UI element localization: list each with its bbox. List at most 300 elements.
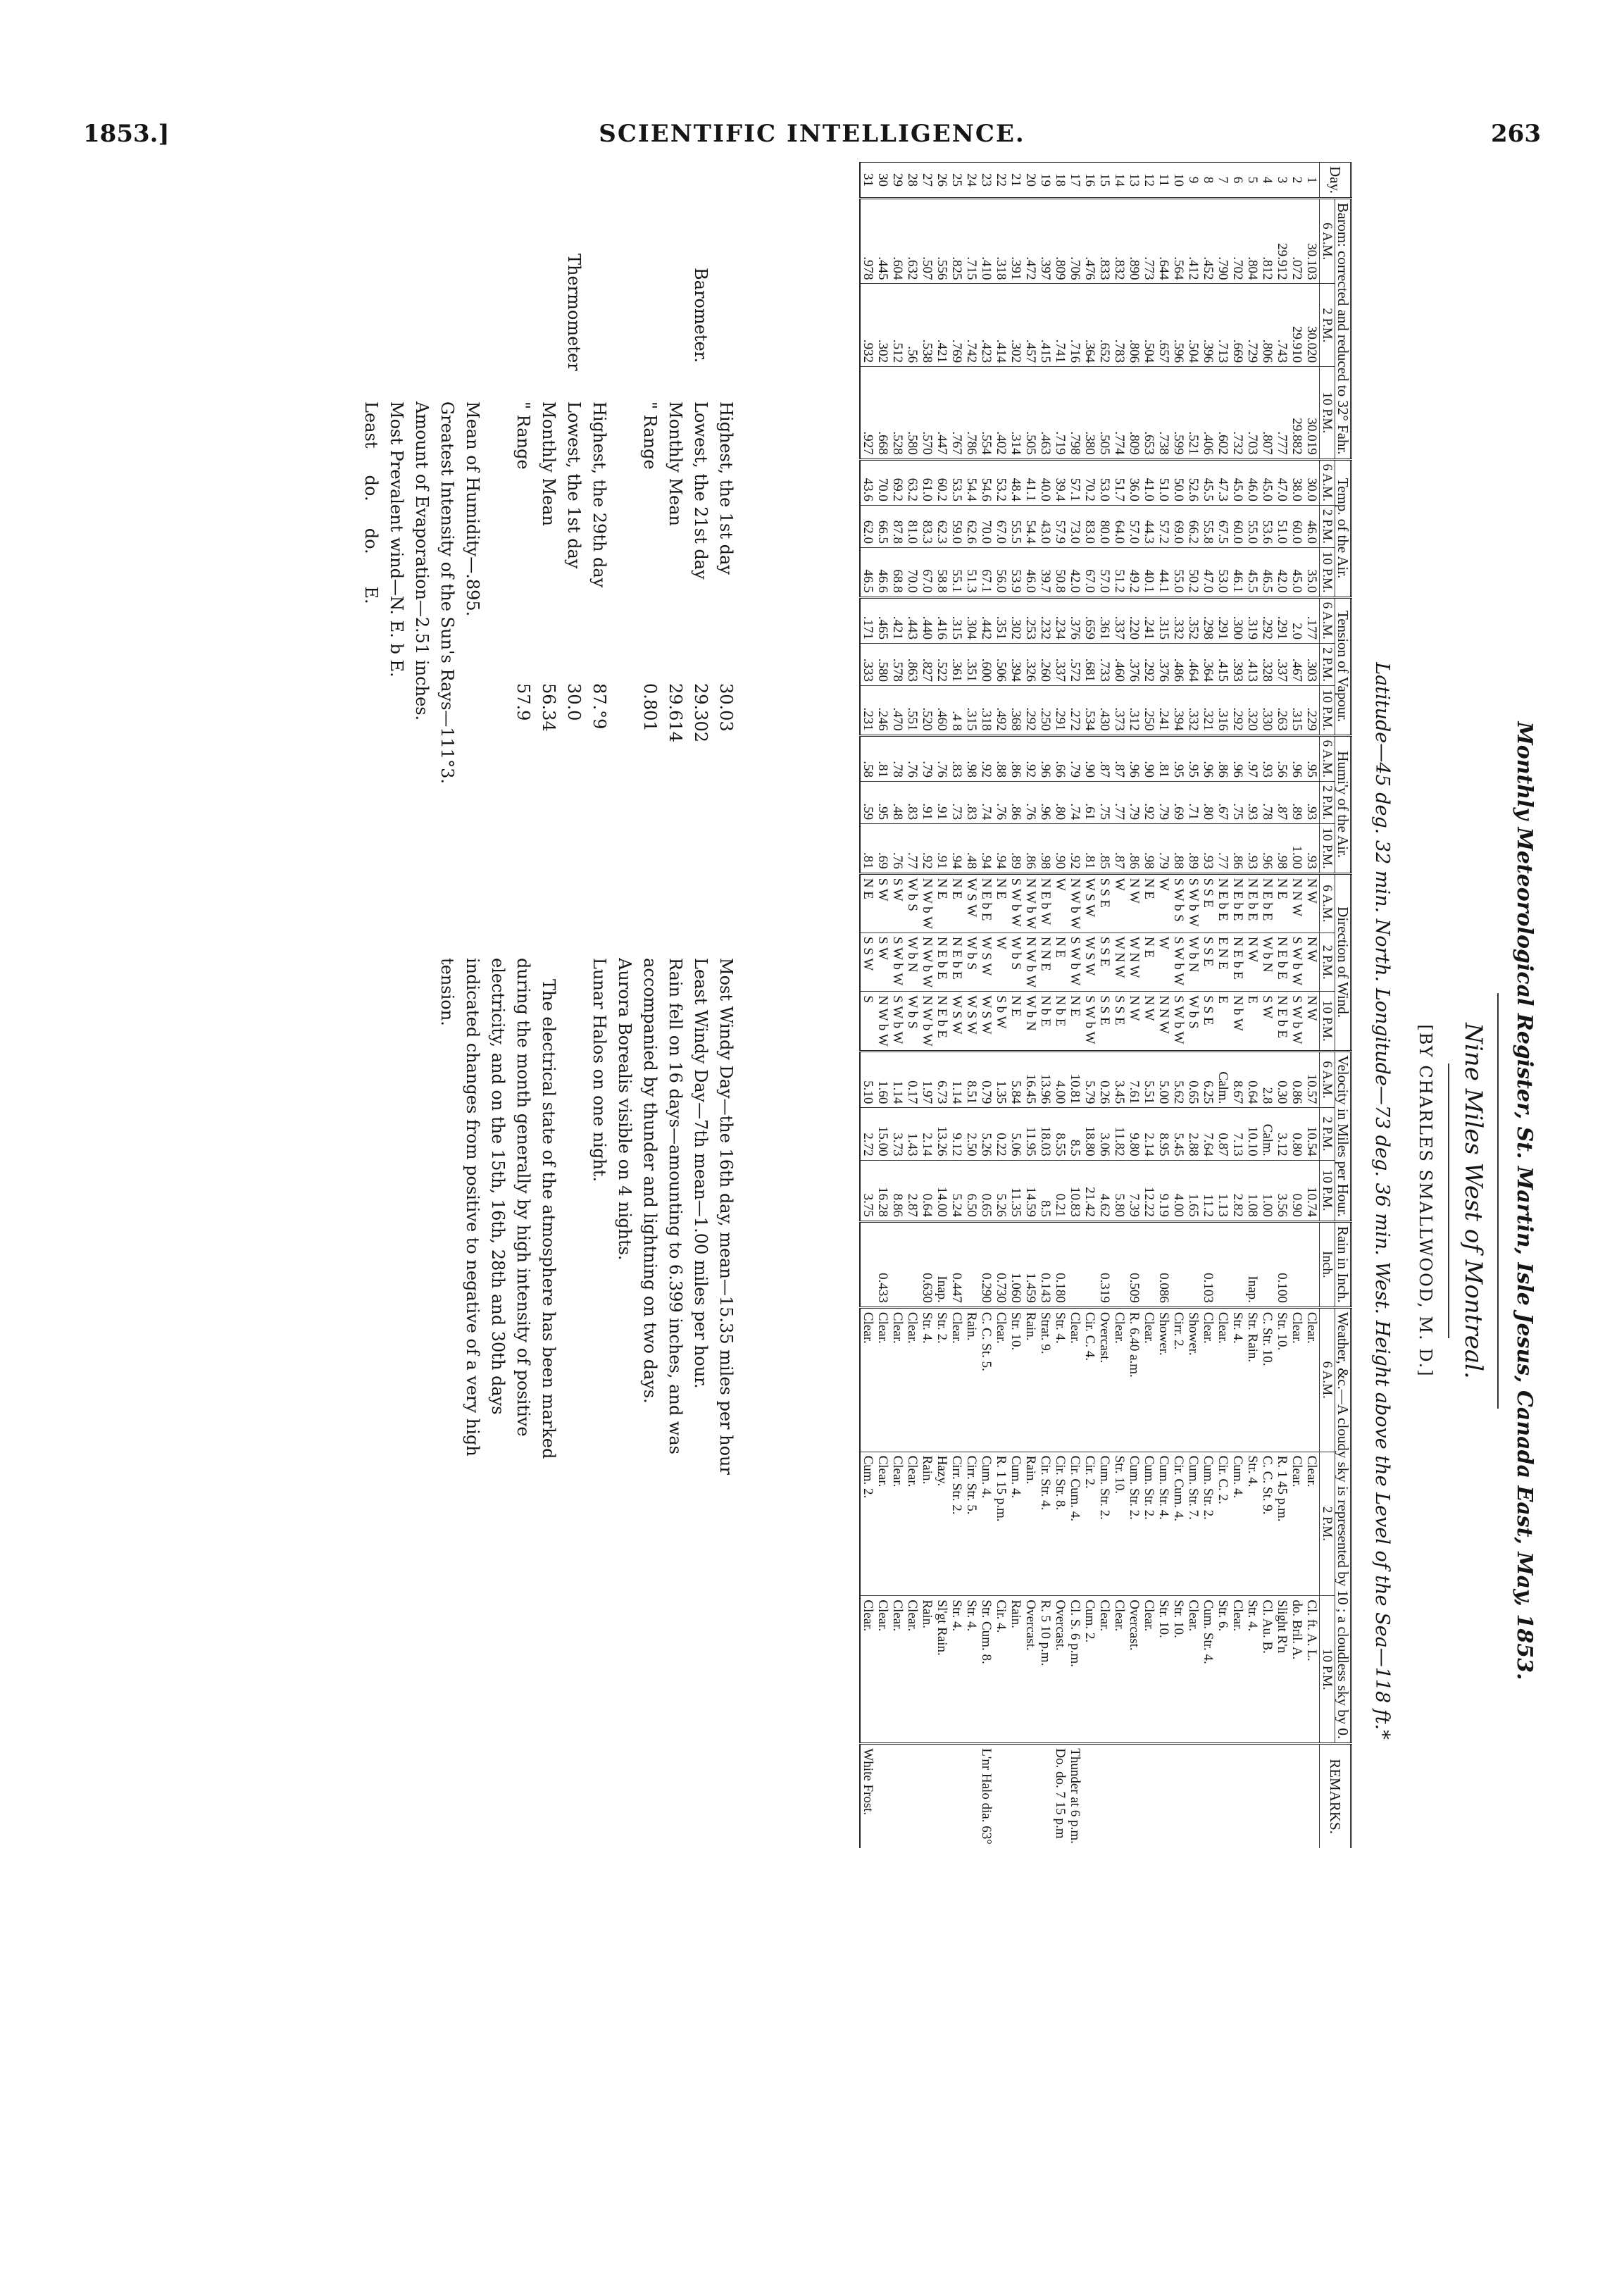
table-cell: 5.45 — [1171, 1108, 1186, 1160]
table-cell: 0.290 — [979, 1221, 994, 1307]
table-cell: Do. do. 7 15 p.m — [1053, 1744, 1068, 1848]
table-cell: N W — [1304, 873, 1320, 933]
table-cell: 0.65 — [979, 1160, 994, 1221]
table-cell: .414 — [994, 284, 1008, 367]
sub-night: 10 P.M. — [1320, 1160, 1335, 1221]
least-wind: Least do. do. E. — [361, 401, 381, 604]
table-cell: .833 — [1097, 198, 1112, 284]
table-cell: .292 — [1023, 686, 1038, 736]
table-cell: 43.0 — [1038, 505, 1053, 547]
table-cell: Cir. Cum. 4. — [1068, 1452, 1082, 1596]
table-row — [1186, 163, 1201, 1848]
table-cell: Shower. — [1186, 1307, 1201, 1452]
table-cell: 5.06 — [1008, 1108, 1023, 1160]
table-cell: 0.21 — [1053, 1160, 1068, 1221]
table-cell: 46.1 — [1230, 548, 1245, 598]
table-cell: .91 — [920, 781, 935, 823]
table-cell: .177 — [1304, 597, 1320, 643]
table-cell: .373 — [1112, 686, 1127, 736]
table-cell: .89 — [1008, 824, 1023, 874]
table-cell: .332 — [1171, 597, 1186, 643]
table-cell: .92 — [1142, 781, 1156, 823]
table-cell: 0.447 — [949, 1221, 964, 1307]
table-cell: W b N — [1260, 933, 1275, 992]
table-cell: .361 — [1097, 597, 1112, 643]
table-cell: Str. Cum. 8. — [979, 1596, 994, 1744]
table-cell: .77 — [1216, 824, 1230, 874]
table-cell: Cl. Au. B. — [1260, 1596, 1275, 1744]
table-cell: .220 — [1127, 597, 1142, 643]
table-cell: Cirr. Str. 2. — [949, 1452, 964, 1596]
table-cell: 5.26 — [994, 1160, 1008, 1221]
table-row — [964, 163, 979, 1848]
table-cell: 2.72 — [860, 1108, 875, 1160]
table-cell: 70.0 — [979, 505, 994, 547]
summary-line — [688, 401, 713, 784]
table-cell: .445 — [875, 198, 890, 284]
table-cell: 83.0 — [1082, 505, 1097, 547]
table-cell: .81 — [875, 735, 890, 781]
table-cell: .927 — [860, 367, 875, 459]
table-cell: 69.0 — [1171, 505, 1186, 547]
sub-am: 6 A.M. — [1320, 873, 1335, 933]
barometer-label: Barometer. — [691, 268, 711, 363]
table-cell: 13.96 — [1038, 1051, 1053, 1108]
table-cell: Clear. — [1068, 1307, 1082, 1452]
table-cell: 53.0 — [1097, 459, 1112, 505]
running-title: SCIENTIFIC INTELLIGENCE. — [599, 120, 1025, 148]
summary-label: " Range — [513, 401, 533, 470]
table-cell: .315 — [1156, 597, 1171, 643]
table-cell: .79 — [1156, 824, 1171, 874]
table-cell: 1.00 — [1260, 1160, 1275, 1221]
table-cell: Thunder at 6 p.m. — [1068, 1744, 1082, 1848]
table-cell: 30.019 — [1304, 367, 1320, 459]
table-cell: 45.0 — [1289, 548, 1304, 598]
table-cell: 6.50 — [964, 1160, 979, 1221]
table-cell: 0.730 — [994, 1221, 1008, 1307]
table-cell: 15 — [1097, 163, 1112, 199]
table-cell: N E b E — [1230, 933, 1245, 992]
table-cell: .890 — [1127, 198, 1142, 284]
table-cell: .457 — [1023, 284, 1038, 367]
col-remarks: REMARKS. — [1320, 1744, 1351, 1848]
table-cell: .521 — [1186, 367, 1201, 459]
table-cell: W b S — [1008, 933, 1023, 992]
table-cell: Str. 10. — [1008, 1307, 1023, 1452]
table-cell — [1186, 1744, 1201, 1848]
table-cell: .520 — [920, 686, 935, 736]
table-cell: 3 — [1275, 163, 1289, 199]
table-cell: 29.910 — [1289, 284, 1304, 367]
table-cell: .314 — [1008, 367, 1023, 459]
table-cell: 46.5 — [860, 548, 875, 598]
table-cell: N E b E — [1260, 873, 1275, 933]
table-cell: .241 — [1142, 597, 1156, 643]
table-cell — [994, 1744, 1008, 1848]
table-cell: N W — [1127, 873, 1142, 933]
table-sub-header — [1320, 163, 1335, 1848]
table-cell: .332 — [1186, 686, 1201, 736]
table-cell: .570 — [920, 367, 935, 459]
table-cell — [1289, 1744, 1304, 1848]
table-cell: Clear. — [1216, 1307, 1230, 1452]
table-cell: .396 — [1201, 284, 1216, 367]
summary-line — [511, 401, 536, 784]
table-cell: .825 — [949, 198, 964, 284]
table-cell: .072 — [1289, 198, 1304, 284]
table-cell: 5.24 — [949, 1160, 964, 1221]
table-cell: 25 — [949, 163, 964, 199]
table-row — [979, 163, 994, 1848]
table-cell: .421 — [935, 284, 949, 367]
table-cell: Cum. 4. — [1230, 1452, 1245, 1596]
table-cell: W — [1156, 933, 1171, 992]
table-cell: Clear. — [875, 1452, 890, 1596]
table-cell: 9.80 — [1127, 1108, 1142, 1160]
table-cell: .234 — [1053, 597, 1068, 643]
table-cell: N N W — [1156, 992, 1171, 1051]
table-cell: N E b E — [1245, 873, 1260, 933]
table-row — [1304, 163, 1320, 1848]
table-cell: 40.1 — [1142, 548, 1156, 598]
table-cell: Str. 10. — [1112, 1452, 1127, 1596]
table-cell: S S E — [1201, 873, 1216, 933]
table-cell: .58 — [860, 735, 875, 781]
table-cell: 57.0 — [1127, 505, 1142, 547]
table-cell: .291 — [1275, 597, 1289, 643]
table-cell: S — [860, 992, 875, 1051]
table-cell: N E — [1275, 873, 1289, 933]
table-cell: W — [1156, 873, 1171, 933]
table-cell: 57.0 — [1097, 548, 1112, 598]
table-cell: .83 — [949, 735, 964, 781]
table-row — [949, 163, 964, 1848]
table-cell: .538 — [920, 284, 935, 367]
table-cell: 43.6 — [860, 459, 875, 505]
table-cell: 3.45 — [1112, 1051, 1127, 1108]
table-cell: 51.3 — [964, 548, 979, 598]
table-cell: Cum. Str. 2. — [1127, 1452, 1142, 1596]
table-cell: .368 — [1008, 686, 1023, 736]
table-cell: .98 — [1038, 824, 1053, 874]
table-cell: 13.26 — [935, 1108, 949, 1160]
table-cell: R. 1 45 p.m. — [1275, 1452, 1289, 1596]
table-cell: 66.2 — [1186, 505, 1201, 547]
table-cell: 46.0 — [1023, 548, 1038, 598]
table-cell: 0.90 — [1289, 1160, 1304, 1221]
table-cell: .337 — [1275, 643, 1289, 685]
table-cell: .337 — [1053, 643, 1068, 685]
table-cell: .246 — [875, 686, 890, 736]
table-cell: .315 — [964, 686, 979, 736]
barometer-summary — [637, 268, 739, 784]
table-cell: .48 — [890, 781, 905, 823]
table-cell: Overcast. — [1127, 1596, 1142, 1744]
table-cell: .98 — [964, 735, 979, 781]
summary-line — [713, 401, 739, 784]
table-cell: Clear. — [1230, 1596, 1245, 1744]
table-cell: W S W — [964, 873, 979, 933]
table-cell: W S W — [979, 992, 994, 1051]
table-cell: .790 — [1216, 198, 1230, 284]
table-cell: .777 — [1275, 367, 1289, 459]
table-cell: .632 — [905, 198, 920, 284]
table-cell: 1.00 — [1289, 824, 1304, 874]
table-cell: .580 — [875, 643, 890, 685]
table-cell: 60.0 — [1230, 505, 1245, 547]
table-cell: Rain. — [1023, 1307, 1038, 1452]
table-cell: W — [1053, 873, 1068, 933]
table-cell: .96 — [1038, 781, 1053, 823]
table-cell: .92 — [920, 824, 935, 874]
table-cell: .769 — [949, 284, 964, 367]
summary-label: Lowest, the 1st day — [564, 401, 584, 569]
table-cell: Clear. — [949, 1307, 964, 1452]
table-cell: .415 — [1216, 643, 1230, 685]
table-cell: N W b W — [1068, 873, 1082, 933]
table-cell: 2.14 — [1142, 1108, 1156, 1160]
table-cell: 62.0 — [860, 505, 875, 547]
table-cell: 16.28 — [875, 1160, 890, 1221]
table-cell: .319 — [1245, 597, 1260, 643]
table-cell — [1082, 1744, 1097, 1848]
table-cell — [1230, 1744, 1245, 1848]
table-cell: .505 — [1097, 367, 1112, 459]
table-cell: 0.319 — [1097, 1221, 1112, 1307]
sub-night: 10 P.M. — [1320, 1596, 1335, 1744]
table-cell: .773 — [1142, 198, 1156, 284]
table-cell: N E b E — [1216, 873, 1230, 933]
table-cell: .95 — [1186, 735, 1201, 781]
table-cell: N E — [1142, 933, 1156, 992]
table-cell — [1082, 1221, 1097, 1307]
table-cell — [1216, 1744, 1230, 1848]
table-row — [1216, 163, 1230, 1848]
table-cell: 2.14 — [920, 1108, 935, 1160]
table-cell: .92 — [1068, 824, 1082, 874]
table-cell: 0.64 — [920, 1160, 935, 1221]
table-cell: .599 — [1171, 367, 1186, 459]
table-cell: 0.80 — [1289, 1108, 1304, 1160]
summary-value: 56.34 — [539, 683, 558, 732]
table-cell: .88 — [1171, 824, 1186, 874]
table-cell: 58.8 — [935, 548, 949, 598]
table-cell: 14 — [1112, 163, 1127, 199]
table-cell: .512 — [890, 284, 905, 367]
table-cell: 16 — [1082, 163, 1097, 199]
table-cell: .729 — [1245, 284, 1260, 367]
table-cell: 10 — [1171, 163, 1186, 199]
table-cell: 2.88 — [1186, 1108, 1201, 1160]
table-cell — [890, 1221, 905, 1307]
summary-column-right — [435, 958, 764, 1475]
table-cell: .410 — [979, 198, 994, 284]
summary-line — [637, 401, 663, 784]
table-cell: .452 — [1201, 198, 1216, 284]
table-cell: 46.0 — [1245, 459, 1260, 505]
table-cell: 29.882 — [1289, 367, 1304, 459]
table-group-header — [1335, 163, 1351, 1848]
table-cell: .88 — [994, 735, 1008, 781]
table-cell: S S E — [1201, 992, 1216, 1051]
sub-am: 6 A.M. — [1320, 735, 1335, 781]
table-cell: .556 — [935, 198, 949, 284]
table-cell: 55.5 — [1008, 505, 1023, 547]
table-cell: .59 — [860, 781, 875, 823]
table-cell: .413 — [1245, 643, 1260, 685]
table-cell: .241 — [1156, 686, 1171, 736]
table-cell: 0.180 — [1053, 1221, 1068, 1307]
table-cell: .421 — [890, 597, 905, 643]
table-cell: .767 — [949, 367, 964, 459]
table-cell: .423 — [979, 284, 994, 367]
table-cell: .171 — [860, 597, 875, 643]
table-cell: 70.2 — [1082, 459, 1097, 505]
table-cell: 30 — [875, 163, 890, 199]
table-cell: W S W — [1082, 933, 1097, 992]
col-weather: Weather, &c.—A cloudy sky is represented by 10 ; a cloudless sky by 0. — [1335, 1307, 1351, 1743]
table-cell: 2.8 — [1260, 1051, 1275, 1108]
table-cell: .56 — [905, 284, 920, 367]
col-temp: Temp. of the Air. — [1335, 459, 1351, 597]
table-cell: .402 — [994, 367, 1008, 459]
table-cell: .652 — [1097, 284, 1112, 367]
table-cell — [1245, 1744, 1260, 1848]
table-cell: Rain. — [1023, 1452, 1038, 1596]
table-cell: .96 — [1201, 735, 1216, 781]
table-cell: 11.95 — [1023, 1108, 1038, 1160]
table-cell: 0.87 — [1216, 1108, 1230, 1160]
table-cell: .92 — [979, 735, 994, 781]
table-cell: 45.0 — [1230, 459, 1245, 505]
table-cell: 44.3 — [1142, 505, 1156, 547]
table-cell: .97 — [1245, 735, 1260, 781]
table-cell: .741 — [1053, 284, 1068, 367]
table-cell: 50.0 — [1171, 459, 1186, 505]
halos-note: Lunar Halos on one night. — [589, 958, 609, 1183]
table-cell: Clear. — [890, 1596, 905, 1744]
table-cell: N E — [935, 873, 949, 933]
sub-pm: 2 P.M. — [1320, 643, 1335, 685]
table-cell: Cir. Str. 4. — [1038, 1452, 1053, 1596]
table-cell: 2.87 — [905, 1160, 920, 1221]
table-cell: 0.433 — [875, 1221, 890, 1307]
table-body — [860, 163, 1320, 1848]
table-cell: Clear. — [1201, 1307, 1216, 1452]
table-cell: 30.0 — [1304, 459, 1320, 505]
table-row — [1245, 163, 1260, 1848]
table-cell: .96 — [1260, 824, 1275, 874]
table-row — [1008, 163, 1023, 1848]
table-cell: W S W — [949, 992, 964, 1051]
table-cell — [1201, 1744, 1216, 1848]
table-cell: .291 — [1216, 597, 1230, 643]
table-cell — [1142, 1221, 1156, 1307]
table-cell: .67 — [1216, 781, 1230, 823]
table-cell: .81 — [1082, 824, 1097, 874]
table-cell: 5.62 — [1171, 1051, 1186, 1108]
monthly-summary — [158, 162, 764, 2240]
table-cell — [1289, 1221, 1304, 1307]
table-cell — [860, 1221, 875, 1307]
table-cell: 1.14 — [890, 1051, 905, 1108]
table-cell: 0.630 — [920, 1221, 935, 1307]
table-cell: 59.0 — [949, 505, 964, 547]
humidity-mean: Mean of Humidity—.895. — [463, 401, 482, 617]
table-cell: W N W — [1127, 933, 1142, 992]
table-cell: .96 — [1289, 735, 1304, 781]
table-cell: Slight R'n — [1275, 1596, 1289, 1744]
table-cell: .394 — [1171, 686, 1186, 736]
table-cell: Str. 2. — [935, 1307, 949, 1452]
table-cell — [1171, 1744, 1186, 1848]
table-cell: 26 — [935, 163, 949, 199]
col-barometer: Barom: corrected and reduced to 32° Fahr. — [1335, 198, 1351, 459]
table-cell: Overcast. — [1053, 1596, 1068, 1744]
table-cell: 70.0 — [905, 548, 920, 598]
table-cell: .78 — [1260, 781, 1275, 823]
table-cell: .644 — [1156, 198, 1171, 284]
table-cell: Clear. — [1112, 1596, 1127, 1744]
table-cell: 5.80 — [1112, 1160, 1127, 1221]
table-cell: R. 1 15 p.m. — [994, 1452, 1008, 1596]
col-humidity: Humi'y of the Air. — [1335, 735, 1351, 873]
table-cell: .812 — [1260, 198, 1275, 284]
table-cell: .443 — [905, 597, 920, 643]
table-cell: S W b W — [1171, 992, 1186, 1051]
table-cell: .93 — [1245, 824, 1260, 874]
table-cell: .506 — [994, 643, 1008, 685]
table-cell: S W b W — [1289, 933, 1304, 992]
table-cell: 3.73 — [890, 1108, 905, 1160]
col-wind: Direction of Wind. — [1335, 873, 1351, 1051]
sub-pm: 2 P.M. — [1320, 933, 1335, 992]
table-cell: 62.6 — [964, 505, 979, 547]
table-cell — [1260, 1221, 1275, 1307]
table-cell: .298 — [1201, 597, 1216, 643]
table-cell: .73 — [949, 781, 964, 823]
table-cell: W b N — [905, 933, 920, 992]
summary-line — [536, 401, 561, 784]
table-cell: 11.82 — [1112, 1108, 1127, 1160]
table-cell: 73.0 — [1068, 505, 1082, 547]
table-cell: 45.0 — [1260, 459, 1275, 505]
table-row — [860, 163, 875, 1848]
table-cell: .292 — [1260, 597, 1275, 643]
table-cell: N W b W — [1023, 873, 1038, 933]
table-cell: .809 — [1127, 367, 1142, 459]
table-cell: 30.103 — [1304, 198, 1320, 284]
summary-value: 87.°9 — [589, 683, 609, 730]
table-cell: .653 — [1142, 367, 1156, 459]
table-cell: 10.74 — [1304, 1160, 1320, 1221]
table-cell: Rain. — [920, 1596, 935, 1744]
table-cell: N E b W — [1038, 873, 1053, 933]
table-cell: .80 — [1053, 781, 1068, 823]
table-cell: 23 — [979, 163, 994, 199]
table-cell: Clear. — [1142, 1596, 1156, 1744]
table-cell — [935, 1744, 949, 1848]
table-cell: 56.0 — [994, 548, 1008, 598]
table-cell: Inap. — [935, 1221, 949, 1307]
table-cell: 55.1 — [949, 548, 964, 598]
table-cell: .90 — [1082, 735, 1097, 781]
table-cell: 2.82 — [1230, 1160, 1245, 1221]
table-cell: 48.4 — [1008, 459, 1023, 505]
table-cell: 0.509 — [1127, 1221, 1142, 1307]
table-cell: 8.55 — [1053, 1108, 1068, 1160]
